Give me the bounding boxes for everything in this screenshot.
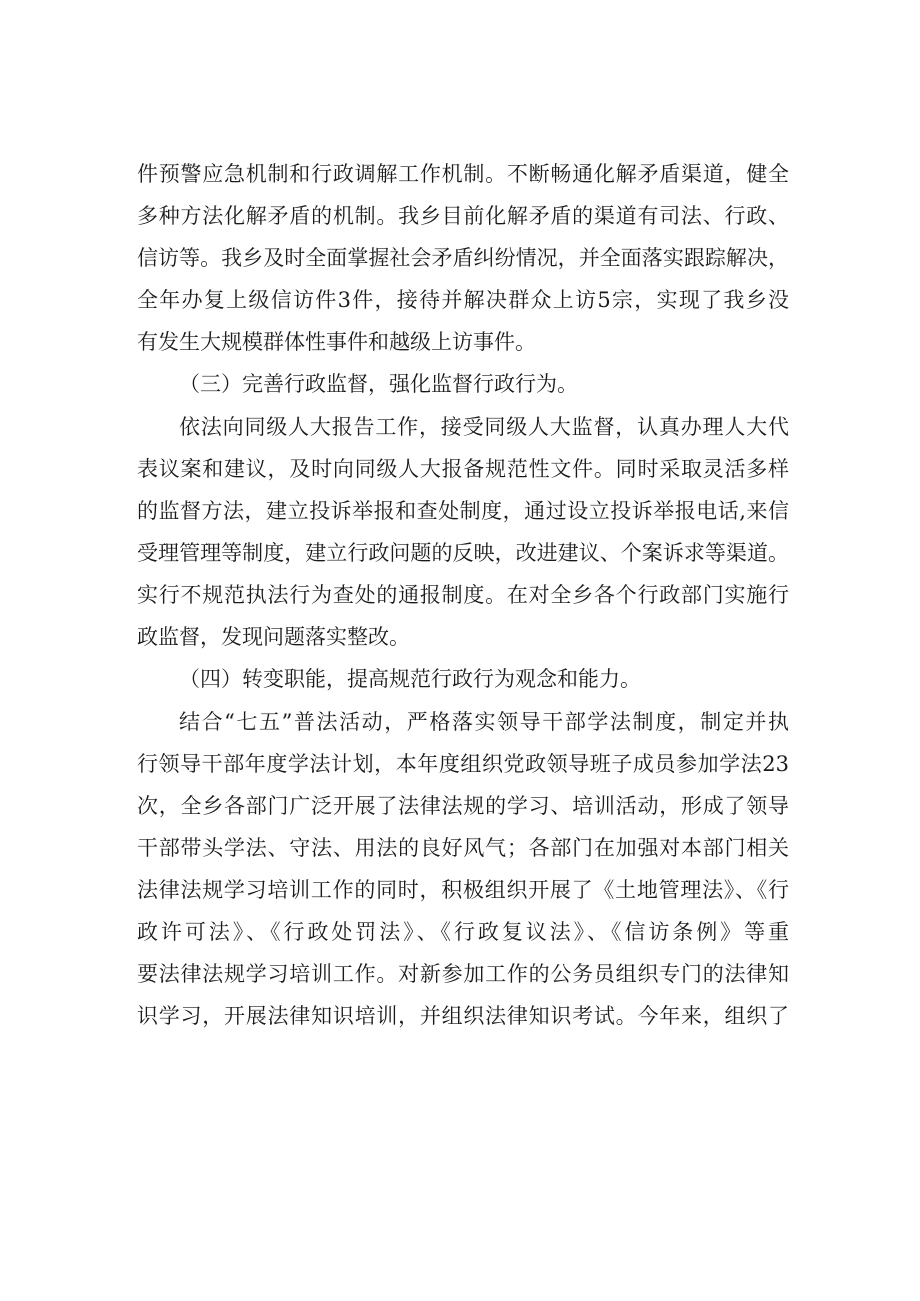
paragraph-1-line-2: 多种方法化解矛盾的机制。我乡目前化解矛盾的渠道有司法、行政、 — [137, 204, 789, 228]
paragraph-2-line-3: 的监督方法，建立投诉举报和查处制度，通过设立投诉举报电话,来信 — [137, 499, 789, 523]
paragraph-3-line-5: 法律法规学习培训工作的同时，积极组织开展了《土地管理法》、《行 — [137, 878, 789, 902]
paragraph-3-line-8: 识学习，开展法律知识培训，并组织法律知识考试。今年来，组织了 — [137, 1004, 789, 1028]
paragraph-3-line-3: 次，全乡各部门广泛开展了法律法规的学习、培训活动，形成了领导 — [137, 794, 789, 818]
paragraph-3-line-2: 行领导干部年度学法计划，本年度组织党政领导班子成员参加学法23 — [137, 752, 789, 776]
paragraph-2-line-6: 政监督，发现问题落实整改。 — [137, 625, 410, 649]
paragraph-2-line-1: 依法向同级人大报告工作，接受同级人大监督，认真办理人大代 — [179, 415, 789, 439]
paragraph-1-line-5: 有发生大规模群体性事件和越级上访事件。 — [137, 330, 536, 354]
paragraph-3-line-1: 结合“七五”普法活动，严格落实领导干部学法制度，制定并执 — [179, 710, 789, 734]
paragraph-2-line-2: 表议案和建议，及时向同级人大报备规范性文件。同时采取灵活多样 — [137, 457, 789, 481]
section-heading-4: （四）转变职能，提高规范行政行为观念和能力。 — [179, 667, 641, 691]
paragraph-2-line-4: 受理管理等制度，建立行政问题的反映，改进建议、个案诉求等渠道。 — [137, 541, 789, 565]
paragraph-3-line-7: 要法律法规学习培训工作。对新参加工作的公务员组织专门的法律知 — [137, 962, 789, 986]
paragraph-3-line-4: 干部带头学法、守法、用法的良好风气；各部门在加强对本部门相关 — [137, 836, 789, 860]
paragraph-1-line-4: 全年办复上级信访件3件，接待并解决群众上访5宗，实现了我乡没 — [137, 288, 789, 312]
paragraph-1-line-1: 件预警应急机制和行政调解工作机制。不断畅通化解矛盾渠道，健全 — [137, 162, 789, 186]
paragraph-1-line-3: 信访等。我乡及时全面掌握社会矛盾纠纷情况，并全面落实跟踪解决， — [137, 246, 789, 270]
section-heading-3: （三）完善行政监督，强化监督行政行为。 — [179, 372, 578, 396]
paragraph-2-line-5: 实行不规范执法行为查处的通报制度。在对全乡各个行政部门实施行 — [137, 583, 789, 607]
paragraph-3-line-6: 政许可法》、《行政处罚法》、《行政复议法》、《信访条例》等重 — [137, 920, 789, 944]
